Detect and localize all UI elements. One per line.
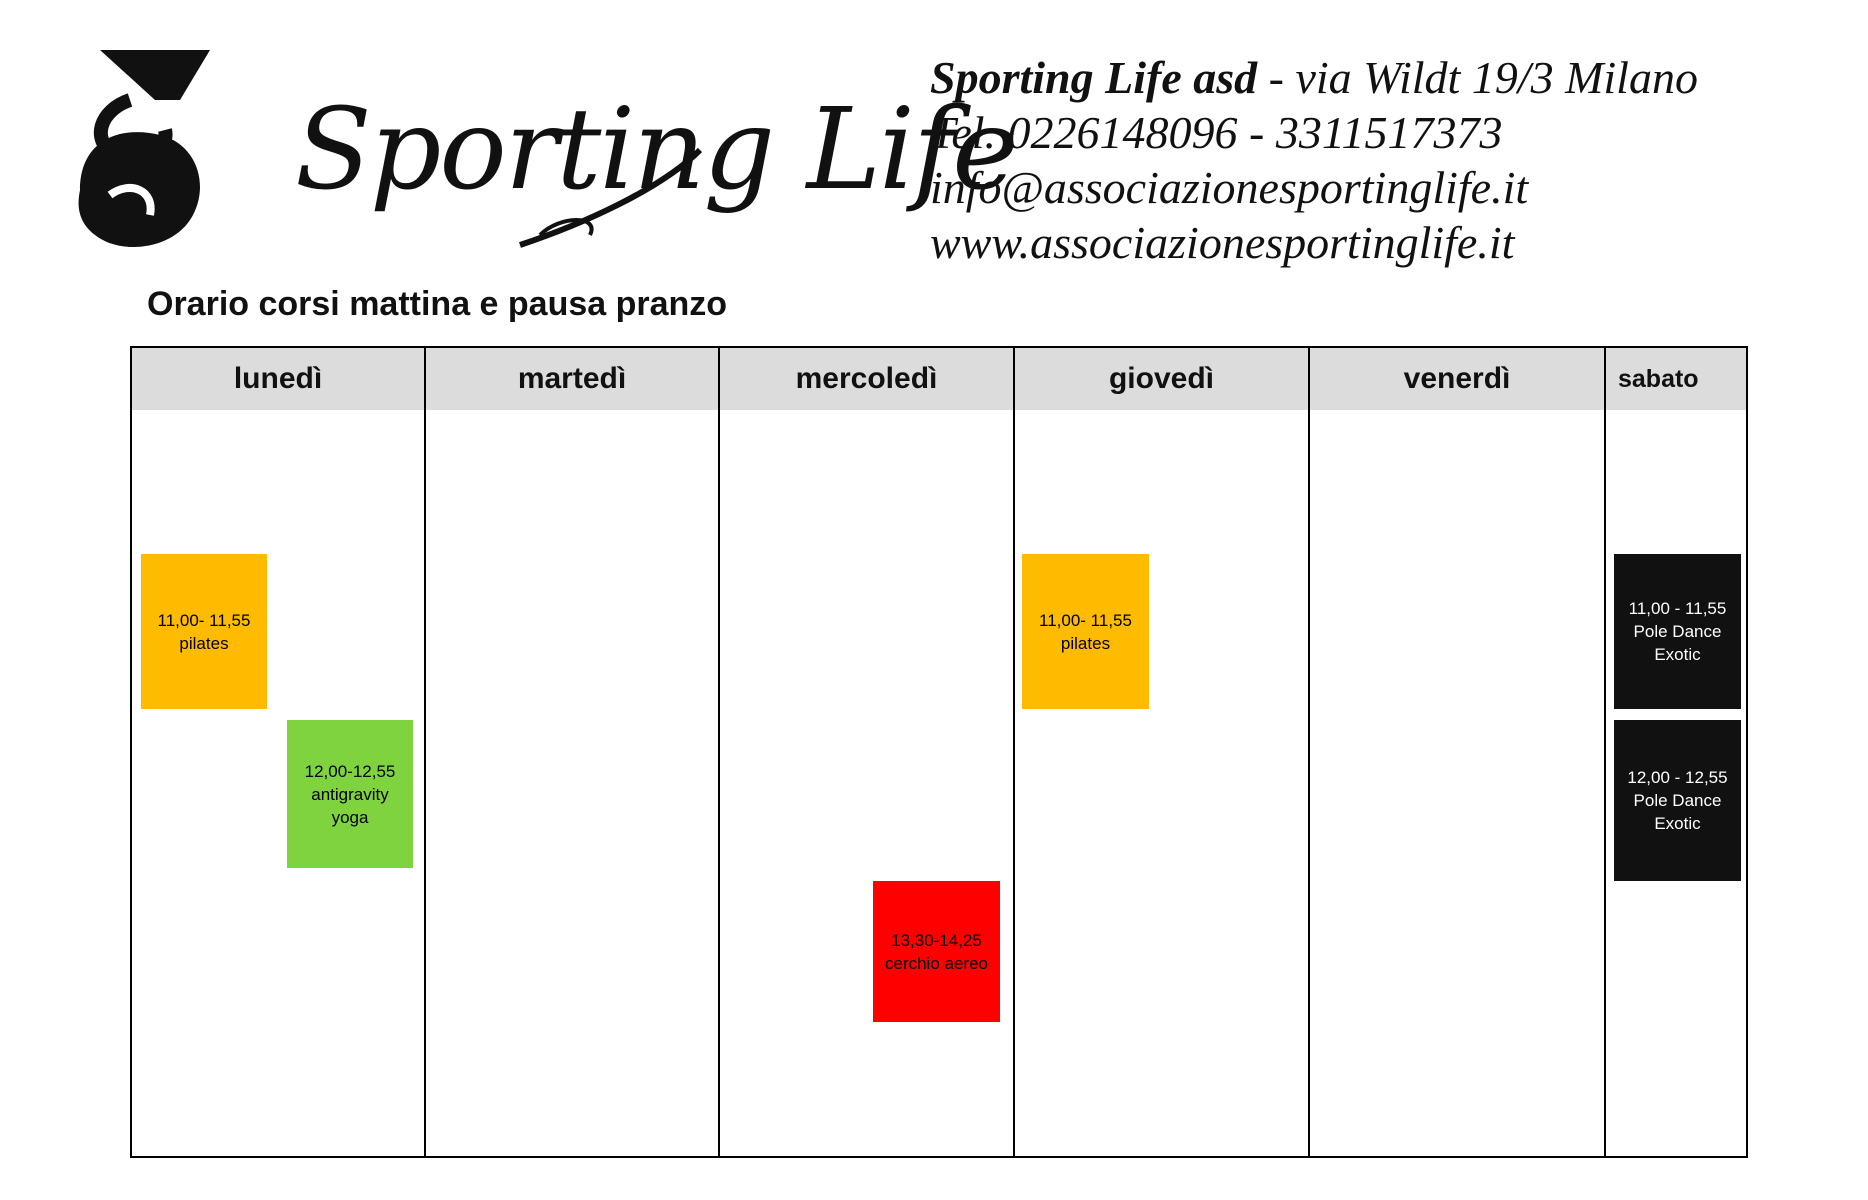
class-name: pilates <box>1060 633 1111 653</box>
website-link[interactable]: www.associazionesportinglife.it <box>930 217 1515 268</box>
class-name: pilates <box>179 633 229 653</box>
column-divider <box>1308 348 1310 1156</box>
day-header-friday: venerdì <box>1403 362 1511 395</box>
org-name: Sporting Life asd <box>930 52 1258 103</box>
day-header-tuesday: martedì <box>517 362 627 395</box>
phone: Tel. 0226148096 - 3311517373 <box>930 107 1503 158</box>
class-name: antigravity <box>311 784 389 804</box>
day-header-thursday: giovedì <box>1108 362 1214 395</box>
sporting-life-logo <box>60 40 1017 265</box>
class-name-line2: Exotic <box>1654 814 1701 833</box>
class-name-line2: Exotic <box>1654 645 1701 664</box>
class-time: 12,00 - 12,55 <box>1627 768 1728 787</box>
day-header-monday: lunedì <box>233 362 323 395</box>
contact-info <box>930 50 1698 270</box>
weekly-schedule <box>130 346 1748 1158</box>
class-block-wednesday-cerchio-aereo[interactable] <box>873 881 1000 1022</box>
class-name: Pole Dance <box>1633 791 1722 810</box>
address: - via Wildt 19/3 Milano <box>1257 52 1698 103</box>
day-header-wednesday: mercoledì <box>795 362 938 395</box>
class-name: cerchio aereo <box>884 953 988 973</box>
class-time: 13,30-14,25 <box>891 930 982 950</box>
class-name: Pole Dance <box>1633 622 1722 641</box>
class-block-thursday-pilates[interactable] <box>1022 554 1149 709</box>
class-time: 12,00-12,55 <box>304 761 396 781</box>
class-time: 11,00 - 11,55 <box>1628 599 1727 618</box>
class-time: 11,00- 11,55 <box>157 610 251 630</box>
class-block-monday-antigravity-yoga[interactable] <box>287 720 413 868</box>
class-block-saturday-pole-dance-1[interactable] <box>1614 554 1741 709</box>
logo-wordmark: Sporting Life <box>295 85 1017 215</box>
class-block-saturday-pole-dance-2[interactable] <box>1614 720 1741 881</box>
column-divider <box>718 348 720 1156</box>
column-divider <box>1013 348 1015 1156</box>
email-link[interactable]: info@associazionesportinglife.it <box>930 162 1529 213</box>
day-header-saturday: sabato <box>1618 364 1699 393</box>
page-title: Orario corsi mattina e pausa pranzo <box>147 285 728 323</box>
class-name-line2: yoga <box>331 807 369 827</box>
class-block-monday-pilates[interactable] <box>141 554 267 709</box>
contact-address-line <box>930 50 1698 105</box>
column-divider <box>1604 348 1606 1156</box>
column-divider <box>424 348 426 1156</box>
class-time: 11,00- 11,55 <box>1039 610 1132 630</box>
